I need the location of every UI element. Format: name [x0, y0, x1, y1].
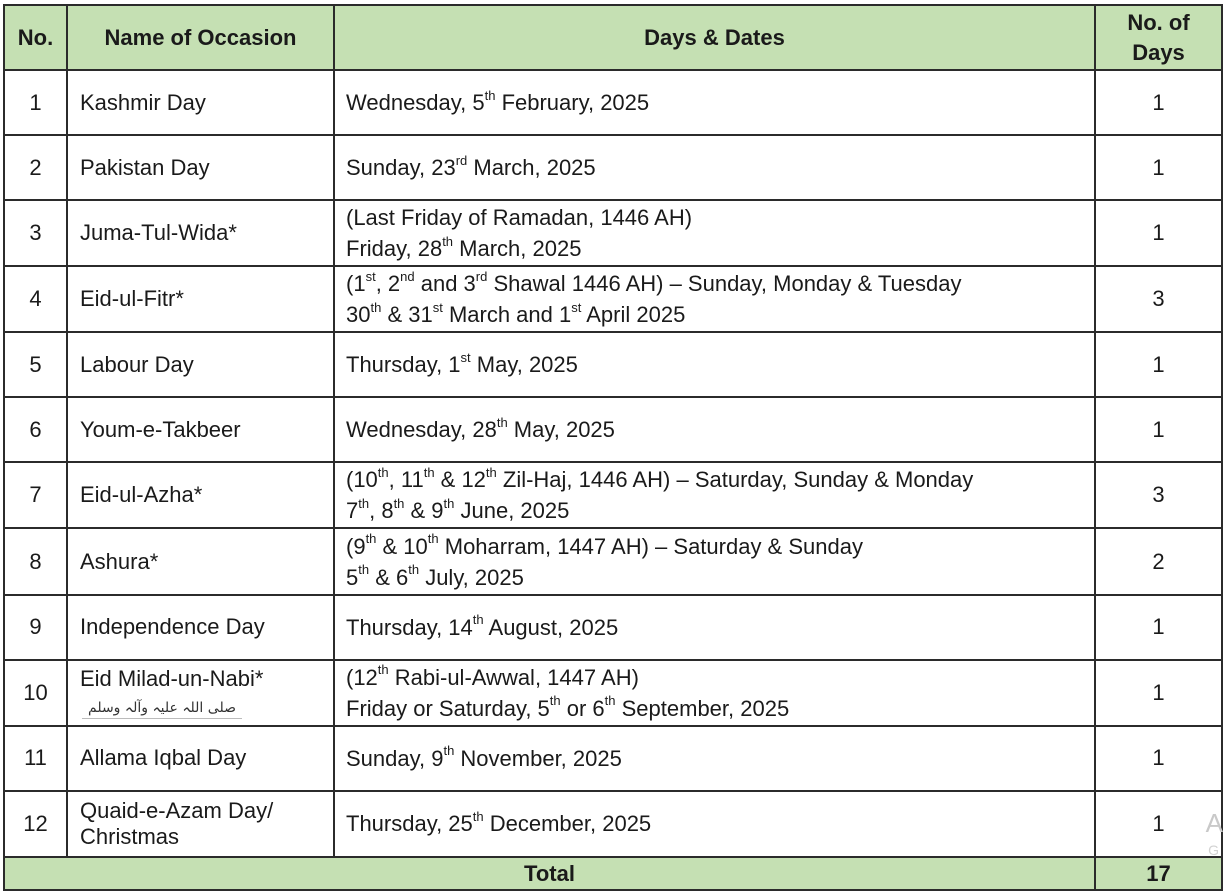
- header-name: Name of Occasion: [67, 5, 334, 70]
- dates-text: & 9: [404, 498, 444, 524]
- table-row: [4, 726, 1222, 791]
- occasion-name: [67, 266, 334, 332]
- occasion-name: [67, 462, 334, 528]
- ordinal-suffix: th: [408, 562, 420, 578]
- dates-text: or 6: [560, 695, 605, 721]
- header-days-line2: Days: [1132, 39, 1185, 65]
- dates-text: & 31: [381, 302, 433, 328]
- dates-text: 5: [346, 564, 359, 590]
- number-of-days: 3: [1095, 266, 1222, 332]
- dates-line: [346, 612, 1094, 643]
- dates-text: Thursday, 25: [346, 811, 473, 837]
- occasion-dates: [334, 726, 1095, 791]
- ordinal-suffix: st: [460, 349, 471, 365]
- ordinal-suffix: th: [358, 562, 370, 578]
- occasion-name: [67, 726, 334, 791]
- ordinal-suffix: th: [370, 299, 382, 315]
- row-number: 7: [4, 462, 67, 528]
- row-number: 10: [4, 660, 67, 726]
- ordinal-suffix: th: [365, 531, 377, 547]
- dates-line: [346, 414, 1094, 445]
- occasion-dates: [334, 200, 1095, 266]
- header-dates: Days & Dates: [334, 5, 1095, 70]
- number-of-days: 1: [1095, 595, 1222, 660]
- header-row: [4, 5, 1222, 70]
- ordinal-suffix: st: [365, 268, 376, 284]
- occasion-dates: [334, 528, 1095, 594]
- dates-text: December, 2025: [483, 811, 652, 837]
- dates-text: Moharram, 1447 AH) – Saturday & Sunday: [438, 533, 863, 559]
- table-row: [4, 70, 1222, 135]
- ordinal-suffix: st: [571, 299, 582, 315]
- watermark-text: A: [1205, 808, 1223, 838]
- dates-text: 30: [346, 302, 371, 328]
- occasion-name-line: Independence Day: [80, 614, 265, 640]
- ordinal-suffix: th: [443, 496, 455, 512]
- dates-text: , 11: [388, 467, 424, 493]
- dates-line: [346, 464, 1094, 495]
- dates-text: March, 2025: [453, 236, 582, 262]
- dates-line: [346, 495, 1094, 526]
- header-no: No.: [4, 5, 67, 70]
- dates-text: & 10: [376, 533, 428, 559]
- dates-text: (Last Friday of Ramadan, 1446 AH): [346, 205, 693, 231]
- ordinal-suffix: th: [377, 465, 389, 481]
- occasion-dates: [334, 397, 1095, 462]
- ordinal-suffix: th: [443, 743, 455, 759]
- ordinal-suffix: th: [423, 465, 435, 481]
- dates-text: Friday or Saturday, 5: [346, 695, 550, 721]
- header-days-line1: No. of: [1127, 9, 1190, 35]
- ordinal-suffix: rd: [455, 152, 468, 168]
- number-of-days: 2: [1095, 528, 1222, 594]
- row-number: 2: [4, 135, 67, 200]
- dates-text: August, 2025: [483, 614, 619, 640]
- occasion-name: [67, 70, 334, 135]
- dates-text: & 6: [369, 564, 409, 590]
- table-row: [4, 397, 1222, 462]
- row-number: 12: [4, 791, 67, 857]
- total-row: [4, 857, 1222, 890]
- occasion-name: [67, 397, 334, 462]
- dates-line: [346, 531, 1094, 562]
- dates-text: , 8: [369, 498, 394, 524]
- dates-text: March and 1: [442, 302, 572, 328]
- occasion-name-line: Youm-e-Takbeer: [80, 416, 241, 442]
- table-row: [4, 332, 1222, 397]
- row-number: 5: [4, 332, 67, 397]
- occasion-name: [67, 595, 334, 660]
- dates-text: 7: [346, 498, 359, 524]
- ordinal-suffix: th: [377, 662, 389, 678]
- occasion-name-line: Eid-ul-Azha*: [80, 482, 203, 508]
- dates-line: [346, 349, 1094, 380]
- ordinal-suffix: th: [427, 531, 439, 547]
- dates-text: (1: [346, 271, 366, 297]
- dates-text: (9: [346, 533, 366, 559]
- number-of-days: 1: [1095, 397, 1222, 462]
- number-of-days: 1: [1095, 332, 1222, 397]
- ordinal-suffix: th: [485, 465, 497, 481]
- occasion-name-line: Eid-ul-Fitr*: [80, 286, 184, 312]
- total-value: 17: [1095, 857, 1222, 890]
- dates-text: Wednesday, 5: [346, 90, 485, 116]
- row-number: 9: [4, 595, 67, 660]
- dates-line: [346, 693, 1094, 724]
- occasion-name-line: Labour Day: [80, 351, 194, 377]
- dates-line: [346, 233, 1094, 264]
- table-row: [4, 660, 1222, 726]
- dates-text: Zil-Haj, 1446 AH) – Saturday, Sunday & Monday: [496, 467, 974, 493]
- occasion-name-line: Juma-Tul-Wida*: [80, 220, 237, 246]
- number-of-days: 3: [1095, 462, 1222, 528]
- dates-line: [346, 299, 1094, 330]
- row-number: 11: [4, 726, 67, 791]
- number-of-days: 1: [1095, 135, 1222, 200]
- ordinal-suffix: th: [472, 612, 484, 628]
- number-of-days: 1: [1095, 70, 1222, 135]
- occasion-dates: [334, 462, 1095, 528]
- watermark-subtext: G: [1208, 842, 1219, 858]
- ordinal-suffix: th: [549, 693, 561, 709]
- occasion-name: [67, 332, 334, 397]
- occasion-dates: [334, 791, 1095, 857]
- dates-text: November, 2025: [454, 745, 622, 771]
- dates-text: , 2: [375, 271, 401, 297]
- dates-line: [346, 662, 1094, 693]
- ordinal-suffix: st: [432, 299, 443, 315]
- dates-line: [346, 808, 1094, 839]
- dates-text: (10: [346, 467, 378, 493]
- dates-text: May, 2025: [470, 352, 578, 378]
- dates-text: (12: [346, 664, 378, 690]
- blessing-text: صلی اللہ علیہ وآلہ وسلم: [82, 700, 242, 719]
- dates-text: June, 2025: [454, 498, 570, 524]
- total-label: Total: [4, 857, 1095, 890]
- row-number: 3: [4, 200, 67, 266]
- occasion-dates: [334, 660, 1095, 726]
- dates-text: Friday, 28: [346, 236, 443, 262]
- dates-text: Shawal 1446 AH) – Sunday, Monday & Tuesday: [487, 271, 962, 297]
- occasion-name: [67, 660, 334, 726]
- number-of-days: 1: [1095, 791, 1222, 857]
- number-of-days: 1: [1095, 726, 1222, 791]
- occasion-name-line: Kashmir Day: [80, 89, 206, 115]
- dates-text: February, 2025: [495, 90, 650, 116]
- dates-line: [346, 152, 1094, 183]
- table-row: [4, 266, 1222, 332]
- dates-text: Sunday, 23: [346, 155, 456, 181]
- dates-text: March, 2025: [467, 155, 596, 181]
- dates-line: [346, 562, 1094, 593]
- row-number: 4: [4, 266, 67, 332]
- ordinal-suffix: th: [496, 415, 508, 431]
- dates-text: July, 2025: [419, 564, 524, 590]
- number-of-days: 1: [1095, 200, 1222, 266]
- ordinal-suffix: th: [358, 496, 370, 512]
- ordinal-suffix: nd: [400, 268, 415, 284]
- dates-line: [346, 268, 1094, 299]
- occasion-dates: [334, 70, 1095, 135]
- occasion-name-line: Christmas: [80, 823, 180, 849]
- occasion-name: [67, 528, 334, 594]
- dates-text: September, 2025: [615, 695, 790, 721]
- dates-text: Sunday, 9: [346, 745, 444, 771]
- holidays-table: [3, 4, 1223, 891]
- row-number: 6: [4, 397, 67, 462]
- table-row: [4, 462, 1222, 528]
- occasion-name-line: Ashura*: [80, 548, 159, 574]
- dates-line: [346, 743, 1094, 774]
- occasion-name-line: Quaid-e-Azam Day/: [80, 797, 274, 823]
- dates-text: and 3: [414, 271, 476, 297]
- ordinal-suffix: th: [604, 693, 616, 709]
- occasion-name: [67, 791, 334, 857]
- occasion-dates: [334, 266, 1095, 332]
- table-body: [4, 70, 1222, 857]
- occasion-dates: [334, 595, 1095, 660]
- table-row: [4, 200, 1222, 266]
- dates-text: April 2025: [581, 302, 686, 328]
- dates-text: & 12: [434, 467, 486, 493]
- ordinal-suffix: th: [472, 809, 484, 825]
- dates-text: Thursday, 14: [346, 614, 473, 640]
- occasion-name: [67, 135, 334, 200]
- table-row: [4, 528, 1222, 594]
- occasion-dates: [334, 332, 1095, 397]
- table-row: [4, 135, 1222, 200]
- ordinal-suffix: th: [484, 87, 496, 103]
- table-row: [4, 595, 1222, 660]
- ordinal-suffix: th: [393, 496, 405, 512]
- ordinal-suffix: th: [442, 233, 454, 249]
- table-row: [4, 791, 1222, 857]
- occasion-name-line: Eid Milad-un-Nabi*: [80, 666, 264, 692]
- dates-text: Wednesday, 28: [346, 417, 497, 443]
- occasion-name-line: Allama Iqbal Day: [80, 745, 247, 771]
- occasion-name: [67, 200, 334, 266]
- number-of-days: 1: [1095, 660, 1222, 726]
- row-number: 8: [4, 528, 67, 594]
- header-days: [1095, 5, 1222, 70]
- occasion-dates: [334, 135, 1095, 200]
- ordinal-suffix: rd: [475, 268, 488, 284]
- dates-line: [346, 87, 1094, 118]
- dates-text: Rabi-ul-Awwal, 1447 AH): [388, 664, 639, 690]
- occasion-name-line: Pakistan Day: [80, 154, 210, 180]
- dates-text: May, 2025: [507, 417, 615, 443]
- row-number: 1: [4, 70, 67, 135]
- dates-line: [346, 202, 1094, 233]
- dates-text: Thursday, 1: [346, 352, 461, 378]
